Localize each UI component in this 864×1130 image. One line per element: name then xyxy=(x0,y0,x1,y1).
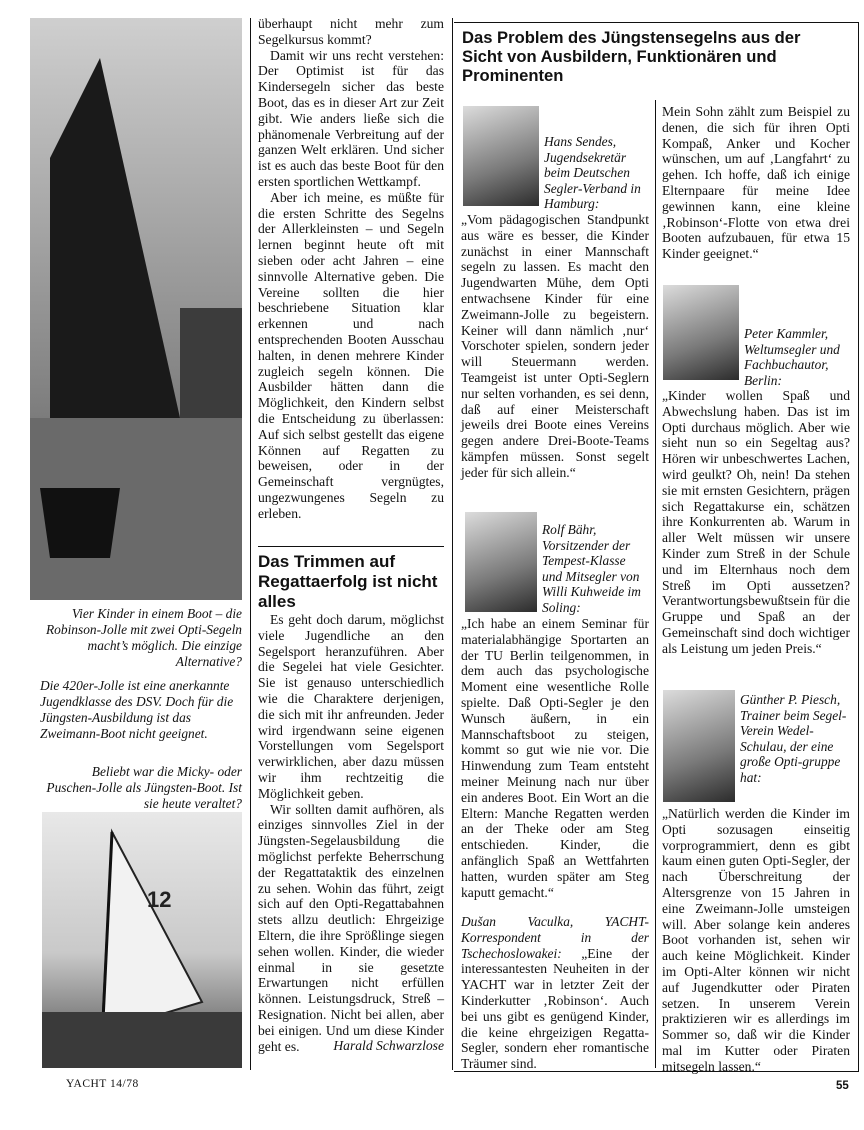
caption-robinson: Vier Kinder in einem Boot – die Robinson-Jolle mit zwei Opti-Segeln macht’s möglich. Die einzige Alternative? xyxy=(46,606,242,669)
small-sail-shape xyxy=(42,812,242,1068)
column-rule-1 xyxy=(250,18,251,1070)
quote-vaculka: „Eine der interessantesten Neuheiten in der YACHT war in letzter Zeit der Kinderkutter ‚Robinson‘. Auch bei uns gibt es genügend Kinder, die keine ehrgeizigen Regatta-Segler, sondern eher romantische Träumer sind. xyxy=(461,945,649,1072)
col2-para-4: Es geht doch darum, möglichst viele Jugendliche an den Segelsport heranzuführen. Aber die Segelei hat viele Gesichter. Sie ist genauso unterschiedlich wie die Charaktere derjenigen, die sich mit ihr anfreunden. Jeder wird irgendwann seine eigenen Vorstellungen vom Segelsport verwirklichen, aber dazu müssen wir ihm rechtzeitig die Möglichkeit geben. xyxy=(258,612,444,801)
portrait-baehr xyxy=(465,512,537,612)
quote-sendes: „Vom pädagogischen Standpunkt aus wäre es besser, die Kinder zunächst in einer Mannschaft segeln zu lassen. Es macht den Jugendwarten Mühe, dem Opti entwachsene Kinder für eine Zweimann-Jolle zu begeistern. Keiner will dann nämlich ‚nur‘ Vorschoter spielen, sondern jeder will Steuermann werden. Teamgeist ist unter Opti-Seglern nur selten vorhanden, es sei denn, daß auf einer Meisterschaft jeweils drei Boote eines Vereins gegen andere Drei-Boote-Teams kämpfen müssen. Sonst segelt jeder für sich allein.“ xyxy=(461,212,649,480)
col2-para-5: Wir sollten damit aufhören, als einziges sinnvolles Ziel in der Jüngsten-Segelausbildung die möglichst perfekte Beherrschung der Regattataktik des einzelnen zu sehen. Wohin das führt, zeigt sich auf den Opti-Regattabahnen stets allzu deutlich: Ehrgeizige Eltern, die ihre Sprößlinge siegen sehen wollen. Kinder, die wieder einmal in sie gesetzte Erwartungen nicht erfüllen können. Leistungsdruck, Streß – Resignation. Nicht bei allen, aber bei einigen. Und um diese Kinder geht es. xyxy=(258,801,444,1054)
caption-kammler: Peter Kammler, Weltumsegler und Fachbuchautor, Berlin: xyxy=(744,326,840,388)
col2-para-1: überhaupt nicht mehr zum Segelkursus kommt? xyxy=(258,16,444,47)
vaculka-block xyxy=(461,914,649,1072)
caption-micky: Beliebt war die Micky- oder Puschen-Jolle als Jüngsten-Boot. Ist sie heute veraltet? xyxy=(46,764,242,811)
subhead-rule xyxy=(258,546,444,547)
quote-kammler: „Kinder wollen Spaß und Abwechslung haben. Das ist im Opti durchaus möglich. Aber wie sieht nun so ein Segeltag aus? Hören wir unbeschwertes Lachen, wird geulkt? Oh, nein! Da stehen sie mit ernsten Gesichtern, prägen sich Regattakurse ein, schätzen ihre Konkurrenten ab. Warum in aller Welt müssen wir unsere Kinder zum Streß in der Schule und im Elternhaus noch dem Streß im Opti aussetzen? Verantwortungsbewußtsein für die Gruppe und Spaß an der Gemeinschaft sind doch wichtiger als Leistung um jeden Preis.“ xyxy=(662,388,850,656)
footer-magazine: YACHT 14/78 xyxy=(66,1078,139,1090)
portrait-sendes xyxy=(463,106,539,206)
caption-piesch: Günther P. Piesch, Trainer beim Segel-Verein Wedel-Schulau, der eine große Opti-gruppe hat: xyxy=(740,692,847,785)
caption-baehr: Rolf Bähr, Vorsitzender der Tempest-Klasse und Mitsegler von Willi Kuhweide im Soling: xyxy=(542,522,641,615)
column-2-text xyxy=(258,16,444,522)
photo-sailboat-top xyxy=(30,18,242,600)
column-2-text-b xyxy=(258,612,444,1054)
caption-sendes: Hans Sendes, Jugendsekretär beim Deutschen Segler-Verband in Hamburg: xyxy=(544,134,641,212)
sail-shape xyxy=(30,18,242,600)
col4-top-text: Mein Sohn zählt zum Beispiel zu denen, die sich für ihren Opti Kompaß, Anker und Kocher wünschen, um auf ‚Langfahrt‘ zu gehen. Ich hoffe, daß ich einige Elternpaare für meine Idee gewinnen kann, eine kleine ‚Robinson‘-Flotte von etwa drei Booten aufzubauen, für etwa 15 Kinder geeignet.“ xyxy=(662,104,850,262)
caption-420er: Die 420er-Jolle ist eine anerkannte Jugendklasse des DSV. Doch für die Jüngsten-Ausbildung ist das Zweimann-Boot nicht geeignet. xyxy=(40,678,234,741)
column-rule-2 xyxy=(452,18,453,1070)
author-signature: Harald Schwarzlose xyxy=(333,1038,444,1054)
box-title: Das Problem des Jüngstensegelns aus der Sicht von Ausbildern, Funktionären und Prominenten xyxy=(462,28,801,85)
subhead-trimmen: Das Trimmen auf Regattaerfolg ist nicht alles xyxy=(258,552,438,611)
caption-vaculka: Dušan Vaculka, YACHT-Korrespondent in der Tschechoslowakei: xyxy=(461,914,649,961)
portrait-piesch xyxy=(663,690,735,802)
col2-para-3: Aber ich meine, es müßte für die ersten Schritte des Segelns der Allerkleinsten – und Segeln lernen beginnt heute oft mit sieben oder acht Jahren – eine sinnvolle Alternative geben. Die Vereine sollten die hier beschriebene Situation klar erkennen und nach entsprechenden Booten Ausschau halten, in denen mehrere Kinder zugleich segeln können. Die Ausbilder hätten dann die Möglichkeit, den Kindern selbst die Entscheidung zu überlassen: Auf sich selbst gestellt das eigene Können auf Regatten zu beweisen, oder in der Gemeinschaft vergnügtes, ungezwungenes Segeln zu erleben. xyxy=(258,189,444,521)
photo-sailboat-bottom xyxy=(42,812,242,1068)
box-column-rule xyxy=(655,100,656,1068)
portrait-kammler xyxy=(663,285,739,380)
svg-text:12: 12 xyxy=(147,887,172,912)
quote-piesch: „Natürlich werden die Kinder im Opti sozusagen einseitig vorprogrammiert, denn es gibt kaum einen guten Opti-Segler, der nach Überschreitung der Altersgrenze von 15 Jahren in eine Zweimann-Jolle umsteigen will. Aber solange kein anderes Boot vorhanden ist, sehen wir auch keine Möglichkeit. Kinder im Opti-Alter können wir nicht auf Jugendkutter oder Piraten setzen. In unserem Verein praktizieren wir es allerdings im Sommer so, daß wir die Kinder mal im Kutter oder Piraten mitsegeln lassen.“ xyxy=(662,806,850,1074)
quote-baehr: „Ich habe an einem Seminar für materialabhängige Sportarten an der TU Berlin teilgenommen, in dem auch das psychologische Moment eine wesentliche Rolle spielte. Daß Opti-Segler je den Wunsch äußern, in ein Mannschaftsboot zu steigen, kommt so gut wie nie vor. Die Hinwendung zum Team entsteht meiner Meinung nach nur über ein anderes Boot. Ein Wort an die Eltern: Manche Regatten werden an der Theke oder am Steg entschieden. Kinder, die anfänglich Spaß an Wettfahrten hatten, wurden später am Steg kaputt gemacht.“ xyxy=(461,616,649,900)
col2-para-2: Damit wir uns recht verstehen: Der Optimist ist für das Kindersegeln sicher das beste Boot, das es in dieser Art zur Zeit gibt. Wie anders ließe sich die phänomenale Verbreitung auf der ganzen Welt erklären. Und sicher ist es auch das beste Boot für den ersten sportlichen Wettkampf. xyxy=(258,47,444,189)
footer-page-number: 55 xyxy=(836,1080,849,1092)
